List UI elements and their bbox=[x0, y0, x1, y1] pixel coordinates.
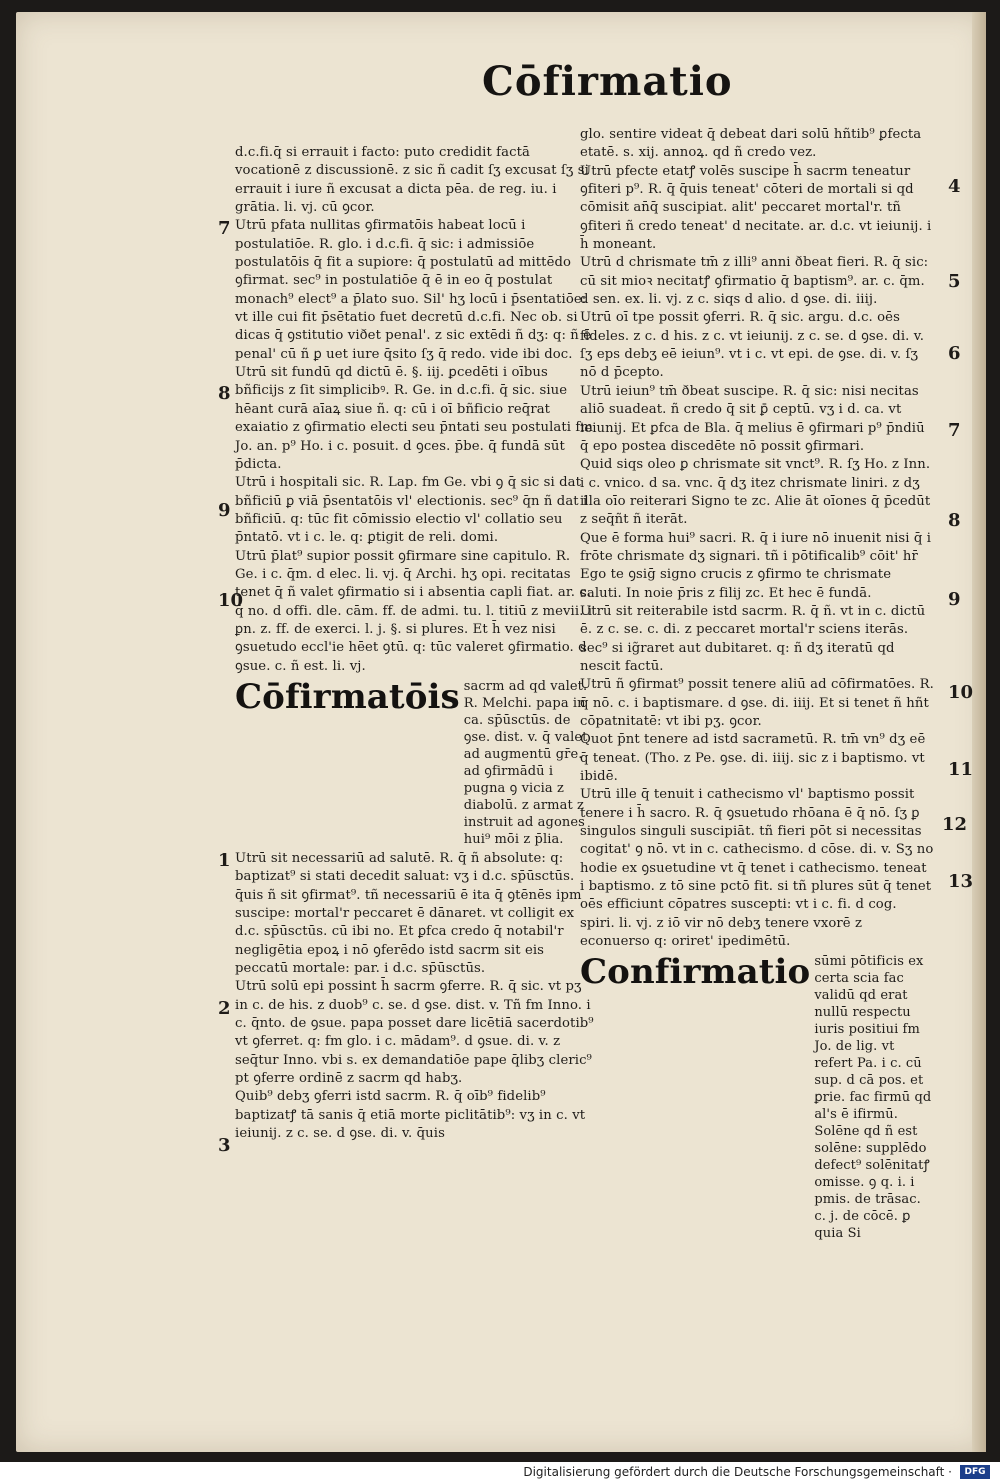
margin-number: 11 bbox=[948, 759, 974, 780]
paragraph: Utrū pfata nullitas ꝯfirmatōis habeat locū i postulatiōe. R. glo. i d.c.fi. q̄ sic: i admissiōe postulatōis q̄ fit a supiore: q̄ postulatū ad mittēdo ꝯfirmat. sec⁹ in postulatiōe q̄ ē in eo q̄ postulat monach⁹ elect⁹ a p̄lato suo. Sil' hʒ locū i p̄sentatiōe: vt ille cui fit p̄sētatio fuet decretū d.c.fi. Nec ob. si dicas q̄ ꝯstitutio viðet penal'. z sic extēdi ñ dʒ: q: ñ ē penal' cū ñ ꝑ uet iure q̄sito ſʒ q̄ redo. vide ibi doc. bbox=[235, 218, 592, 362]
heading-word: Confirmatio bbox=[580, 952, 811, 993]
margin-number: 2 bbox=[218, 998, 231, 1019]
margin-number: 12 bbox=[942, 814, 968, 835]
paragraph: Utrū sit necessariū ad salutē. R. q̄ ñ absolute: q: baptizat⁹ si stati decedit saluat: vʒ i d.c. sp̄ūsctūs. q̄uis ñ sit ꝯfirmat⁹. tñ necessariū ē ita q̄ ꝯtēnēs ipm suscipe: mortal'r peccaret ē dānaret. vt colligit ex d.c. sp̄ūsctūs. cū ibi no. Et ꝑfca credo q̄ notabil'r negligētia epoꝝ i nō ꝯferēdo istd sacrm sit eis peccatū mortale: par. i d.c. sp̄ūsctūs. bbox=[235, 850, 582, 977]
running-head: Cōfirmatio bbox=[482, 58, 733, 105]
paragraph: Utrū sit fundū qd dictū ē. §. iij. ꝑcedēti i oībus bñficijs z ſit simplicibꝰ. R. Ge. in d.c.fi. q̄ sic. siue hēant curā aīaꝝ siue ñ. q: cū i oī bñficio req̄rat exaiatio z ꝯfirmatio electi seu p̄ntati seu postulati fm Jo. an. p⁹ Ho. i c. posuit. d ꝯces. p̄be. q̄ fundā sūt p̄dicta. bbox=[235, 365, 593, 472]
margin-number: 13 bbox=[948, 871, 974, 892]
margin-number: 1 bbox=[218, 850, 231, 871]
right-text-column bbox=[580, 126, 935, 1244]
paragraph: Utrū ñ ꝯfirmat⁹ possit tenere aliū ad cōfirmatōes. R. q̄ nō. c. i baptismare. d ꝯse. di. iiij. Et si tenet ñ hñt cōpatnitatē: vt ibi pʒ. ꝯcor. bbox=[580, 677, 934, 729]
margin-number: 7 bbox=[218, 218, 231, 239]
paragraph: Quib⁹ debʒ ꝯferri istd sacrm. R. q̄ oīb⁹ fidelib⁹ baptizatꝭ tā sanis q̄ etiā morte piclitātib⁹: vʒ in c. vt ieiunij. z c. se. d ꝯse. di. v. q̄uis bbox=[235, 1089, 586, 1142]
paragraph: Utrū i hospitali sic. R. Lap. fm Ge. vbi ꝯ q̄ sic si dat bñficiū ꝑ viā p̄sentatōis vl' electionis. sec⁹ q̄n ñ dat i bñficiū. q: tūc fit cōmissio electio vl' collatio seu p̄ntatō. vt i c. le. q: ꝑtigit de reli. domi. bbox=[235, 475, 588, 546]
paragraph: Utrū d chrismate tm̄ z illi⁹ anni ðbeat fieri. R. q̄ sic: cū sit mioꝛ necitatꝭ ꝯfirmatio q̄ baptism⁹. ar. c. q̄m. d sen. ex. li. vj. z c. siqs d alio. d ꝯse. di. iiij. bbox=[580, 255, 929, 308]
page-edge bbox=[972, 12, 986, 1452]
heading-text: sūmi pōtificis ex certa scia fac validū qd erat nullū respectu iuris positiui fm Jo. de lig. vt refert Pa. i c. cū sup. d cā pos. et ꝑrie. fac firmū qd al's ē ifirmū. Solēne qd ñ est solēne: supplēdo defect⁹ solēnitatꝭ omisse. ꝯ q. i. i pmis. de trāsac. c. j. de cōcē. ꝑ quia Si bbox=[814, 954, 932, 1242]
paragraph: Utrū solū epi possint h̄ sacrm ꝯferre. R. q̄ sic. vt pʒ in c. de his. z duob⁹ c. se. d ꝯse. dist. v. Tñ fm Inno. i c. q̄nto. de ꝯsue. papa posset dare licētiā sacerdotib⁹ vt ꝯferret. q: fm glo. i c. mādam⁹. d ꝯsue. di. v. z seq̄tur Inno. vbi s. ex demandatiōe pape q̄libʒ cleric⁹ pt ꝯferre ordinē z sacrm qd habʒ. bbox=[235, 979, 594, 1087]
margin-number: 3 bbox=[218, 1135, 231, 1156]
margin-number: 4 bbox=[948, 176, 961, 197]
margin-number: 9 bbox=[218, 500, 231, 521]
paragraph: Utrū ille q̄ tenuit i cathecismo vl' baptismo possit tenere i h̄ sacro. R. q̄ ꝯsuetudo rhōana ē q̄ nō. ſʒ ꝑ singulos singuli suscipiāt. tñ fieri pōt si necessitas cogitat' ꝯ nō. vt in c. cathecismo. d cōse. di. v. Sʒ no hodie ex ꝯsuetudine vt q̄ tenet i cathecismo. teneat i baptismo. z tō sine pctō fit. si tñ plures sūt q̄ tenet oēs efficiunt cōpatres suscepti: vt i c. fi. d cog. spiri. li. vj. z iō vir nō debʒ tenere vxorē z econuerso q: oriret' ipedimētū. bbox=[580, 787, 934, 950]
dfg-logo-icon: DFG bbox=[960, 1465, 990, 1479]
paragraph: glo. sentire videat q̄ debeat dari solū hñtib⁹ ꝑfecta etatē. s. xij. annoꝝ. qd ñ credo vez. bbox=[580, 127, 922, 161]
section-heading bbox=[235, 678, 595, 848]
left-text-column bbox=[235, 144, 595, 1143]
paragraph: Quid siqs oleo ꝑ chrismate sit vnct⁹. R. ſʒ Ho. z Inn. i c. vnico. d sa. vnc. q̄ dʒ itez chrismate liniri. z dʒ illa oīo reiterari Signo te zc. Alie āt oīones q̄ p̄cedūt z seq̄ñt ñ iterāt. bbox=[580, 457, 931, 528]
footer-bar bbox=[0, 1462, 1000, 1482]
paragraph: d.c.fi.q̄ si errauit i facto: puto credidit factā vocationē z discussionē. z sic ñ cadit ſʒ excusat ſʒ si errauit i iure ñ excusat a dicta pēa. de reg. iu. i grātia. li. vj. cū ꝯcor. bbox=[235, 145, 589, 216]
heading-word: Cōfirmatōis bbox=[235, 676, 460, 717]
margin-number: 9 bbox=[948, 589, 961, 610]
margin-number: 10 bbox=[948, 682, 974, 703]
footer-credit: Digitalisierung gefördert durch die Deutsche Forschungsgemeinschaft · bbox=[523, 1465, 952, 1479]
margin-number: 10 bbox=[218, 590, 244, 611]
margin-number: 6 bbox=[948, 343, 961, 364]
paragraph: Que ē forma hui⁹ sacri. R. q̄ i iure nō inuenit nisi q̄ i frōte chrismate dʒ signari. tñ i pōtificalib⁹ cōit' hr̄ Ego te ꝯsiḡ signo crucis z ꝯfirmo te chrismate saluti. In noie p̄ris z filij zc. Et hec ē fundā. bbox=[580, 530, 932, 601]
margin-number: 8 bbox=[948, 510, 961, 531]
margin-number: 5 bbox=[948, 271, 961, 292]
paragraph: Utrū pfecte etatꝭ volēs suscipe h̄ sacrm teneatur ꝯfiteri p⁹. R. q̄ q̄uis teneat' cōteri de mortali si qd cōmisit an̄q̄ suscipiat. alit' peccaret mortal'r. tñ ꝯfiteri ñ credo teneat' d necitate. ar. d.c. vt ieiunij. i h̄ moneant. bbox=[580, 163, 932, 253]
paragraph: Utrū oī tpe possit ꝯferri. R. q̄ sic. argu. d.c. oēs fideles. z c. d his. z c. vt ieiunij. z c. se. d ꝯse. di. v. ſʒ eps debʒ eē ieiun⁹. vt i c. vt epi. de ꝯse. di. v. ſʒ nō d p̄cepto. bbox=[580, 310, 925, 381]
margin-number: 7 bbox=[948, 420, 961, 441]
margin-number: 8 bbox=[218, 383, 231, 404]
heading-text: sacrm ad qd valet. R. Melchi. papa in ca. sp̄ūsctūs. de ꝯse. dist. v. q̄ valet ad augmentū gr̄e. ad ꝯfirmādū i pugna ꝯ vicia z diabolū. z armat z instruit ad agones hui⁹ mōi z p̄lia. bbox=[463, 678, 588, 847]
paragraph: Utrū sit reiterabile istd sacrm. R. q̄ ñ. vt in c. dictū ē. z c. se. c. di. z peccaret mortal'r sciens iterās. sec⁹ si ig̃raret aut dubitaret. q: ñ dʒ iteratū qd nescit factū. bbox=[580, 603, 926, 674]
paragraph: Quot p̄nt tenere ad istd sacrametū. R. tm̄ vn⁹ dʒ eē q̄ teneat. (Tho. z Pe. ꝯse. di. iiij. sic z i baptismo. vt ibidē. bbox=[580, 732, 926, 785]
paragraph: Utrū ieiun⁹ tm̄ ðbeat suscipe. R. q̄ sic: nisi necitas aliō suadeat. ñ credo q̄ sit ꝑ̄ ceptū. vʒ i d. ca. vt ieiunij. Et ꝑfca de Bla. q̄ melius ē ꝯfirmari p⁹ p̄ndiū q̄ epo postea discedēte nō possit ꝯfirmari. bbox=[580, 383, 925, 454]
paragraph: Utrū p̄lat⁹ supior possit ꝯfirmare sine capitulo. R. Ge. i c. q̄m. d elec. li. vj. q̄ Archi. hʒ opi. recitatas tenet q̄ ñ valet ꝯfirmatio si i absentia capli fiat. ar. c. q̄ no. d offi. dle. cām. ff. de admi. tu. l. titiū z mevii. i ꝑn. z. ff. de exerci. l. j. §. si plures. Et h̄ vez nisi ꝯsuetudo eccl'ie hēet ꝯtū. q: tūc valeret ꝯfirmatio. d ꝯsue. c. ñ est. li. vj. bbox=[235, 548, 593, 674]
section-heading bbox=[580, 953, 935, 1242]
